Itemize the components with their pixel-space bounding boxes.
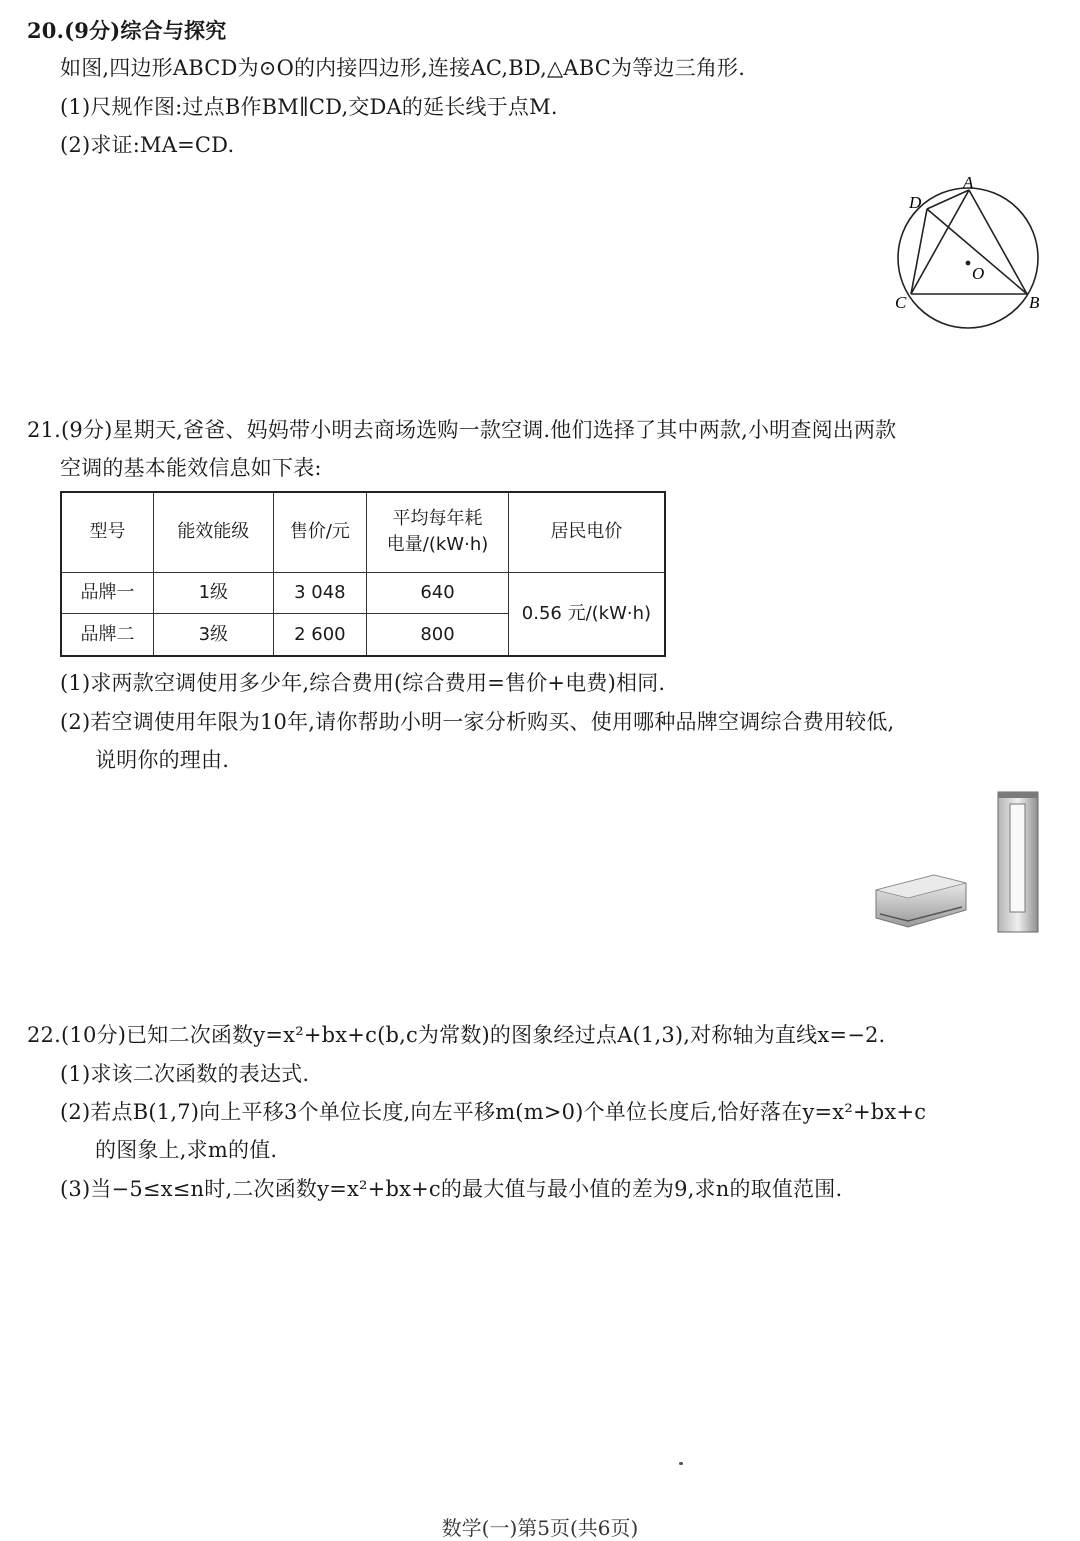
q21-part1: (1)求两款空调使用多少年,综合费用(综合费用=售价+电费)相同. (60, 671, 666, 695)
q20-part1: (1)尺规作图:过点B作BM∥CD,交DA的延长线于点M. (60, 95, 558, 119)
scan-speck (679, 1462, 683, 1465)
circle-quadrilateral-figure (880, 170, 1060, 340)
energy-info-table (60, 491, 666, 657)
header-electricity-price: 居民电价 (508, 492, 665, 572)
center-point (966, 261, 971, 266)
header-energy-line2: 电量/(kW·h) (386, 534, 489, 556)
header-price: 售价/元 (273, 492, 367, 572)
q20-title: 20.(9分)综合与探究 (27, 18, 227, 43)
row1-energy: 640 (367, 572, 509, 614)
table-row (61, 572, 665, 614)
air-conditioner-illustration (872, 790, 1047, 935)
q20-stem: 如图,四边形ABCD为⊙O的内接四边形,连接AC,BD,△ABC为等边三角形. (60, 56, 746, 80)
row2-price: 2 600 (273, 614, 367, 656)
page-footer: 数学(一)第5页(共6页) (441, 1516, 639, 1540)
label-c: C (895, 293, 907, 312)
row1-grade: 1级 (154, 572, 273, 614)
header-grade: 能效能级 (154, 492, 273, 572)
q21-part2-cont: 说明你的理由. (95, 748, 230, 772)
q22-part3: (3)当−5≤x≤n时,二次函数y=x²+bx+c的最大值与最小值的差为9,求n的取值范围. (60, 1177, 843, 1201)
row1-price: 3 048 (273, 572, 367, 614)
row2-model: 品牌二 (61, 614, 154, 656)
label-b: B (1029, 293, 1040, 312)
q21-title: 21.(9分)星期天,爸爸、妈妈带小明去商场选购一款空调.他们选择了其中两款,小明查阅出两款 (27, 418, 897, 442)
electricity-price-cell: 0.56 元/(kW·h) (508, 572, 665, 656)
q22-part2: (2)若点B(1,7)向上平移3个单位长度,向左平移m(m>0)个单位长度后,恰好落在y=x²+bx+c (60, 1100, 927, 1124)
floor-ac-tower-icon (998, 792, 1038, 932)
row2-energy: 800 (367, 614, 509, 656)
label-d: D (909, 193, 922, 212)
table-header-row (61, 492, 665, 572)
q22-part2-cont: 的图象上,求m的值. (95, 1138, 278, 1162)
header-model: 型号 (61, 492, 154, 572)
header-energy-line1: 平均每年耗 (392, 508, 483, 530)
q21-title-cont: 空调的基本能效信息如下表: (60, 456, 322, 480)
label-a: A (963, 173, 974, 192)
label-o: O (972, 264, 985, 283)
q22-part1: (1)求该二次函数的表达式. (60, 1062, 310, 1086)
wall-ac-unit-icon (876, 875, 966, 927)
q20-part2: (2)求证:MA=CD. (60, 133, 235, 157)
row2-grade: 3级 (154, 614, 273, 656)
header-energy (367, 492, 509, 572)
q21-part2: (2)若空调使用年限为10年,请你帮助小明一家分析购买、使用哪种品牌空调综合费用较低, (60, 710, 895, 734)
row1-model: 品牌一 (61, 572, 154, 614)
q22-title: 22.(10分)已知二次函数y=x²+bx+c(b,c为常数)的图象经过点A(1,3),对称轴为直线x=−2. (27, 1023, 886, 1047)
